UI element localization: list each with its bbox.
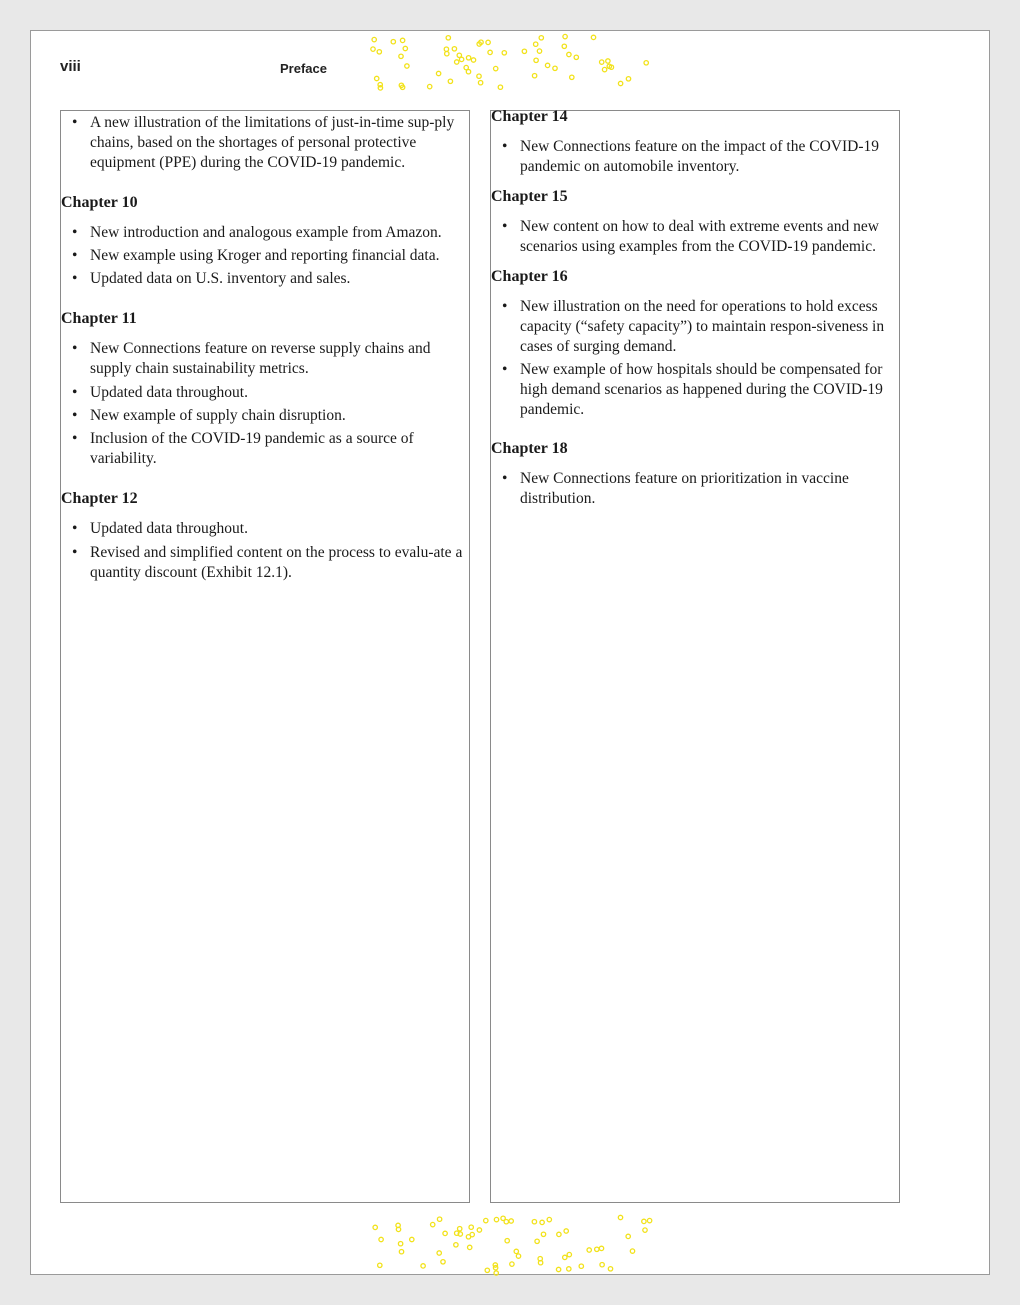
decorative-dot [563, 34, 567, 38]
decorative-dot [464, 65, 468, 69]
decorative-dot [477, 1228, 481, 1232]
decorative-dot [398, 1242, 402, 1246]
decorative-dot [644, 61, 648, 65]
decorative-dot [532, 1220, 536, 1224]
chapter-16-list [491, 297, 899, 420]
chapter-heading: Chapter 18 [491, 440, 568, 457]
right-column [490, 110, 900, 1203]
decorative-dot [545, 63, 549, 67]
decorative-dot [391, 40, 395, 44]
decorative-dot [437, 1217, 441, 1221]
decorative-dot [534, 42, 538, 46]
decorative-dot [509, 1219, 513, 1223]
decorative-dot [591, 35, 595, 39]
decorative-dot [567, 1267, 571, 1271]
decorative-dot [485, 1268, 489, 1272]
decorative-dot [486, 40, 490, 44]
decorative-dot [400, 38, 404, 42]
decorative-dot [567, 52, 571, 56]
chapter-heading: Chapter 15 [491, 188, 568, 205]
chapter-heading: Chapter 11 [61, 310, 137, 327]
decorative-dot [514, 1249, 518, 1253]
decorative-dot [399, 1250, 403, 1254]
list-item: • New introduction and analogous example from Amazon. [61, 223, 469, 243]
chapter-14-list [491, 137, 899, 177]
decorative-dot [647, 1218, 651, 1222]
list-item: • New example of how hospitals should be compensated for high demand scenarios as happened during the COVID-19 pandemic. [491, 360, 899, 420]
decorative-dot [410, 1237, 414, 1241]
decorative-dot [556, 1267, 560, 1271]
decorative-dot [557, 1232, 561, 1236]
list-item: • Updated data on U.S. inventory and sales. [61, 269, 469, 289]
decorative-dot [372, 37, 376, 41]
decorative-dot [599, 1246, 603, 1250]
decorative-dot [373, 1225, 377, 1229]
decorative-dot [471, 58, 475, 62]
decorative-dot [458, 1227, 462, 1231]
decorative-dot-pattern-bottom [363, 1213, 658, 1277]
decorative-dot [399, 54, 403, 58]
decorative-dot [553, 66, 557, 70]
decorative-dot [477, 74, 481, 78]
decorative-dot [378, 1263, 382, 1267]
decorative-dot [466, 56, 470, 60]
decorative-dot [608, 1267, 612, 1271]
decorative-dot [539, 36, 543, 40]
decorative-dot [522, 49, 526, 53]
chapter-heading: Chapter 12 [61, 490, 138, 507]
decorative-dot [446, 36, 450, 40]
decorative-dot [405, 64, 409, 68]
decorative-dot [570, 75, 574, 79]
decorative-dot [643, 1228, 647, 1232]
intro-list [61, 113, 469, 173]
decorative-dot [494, 1271, 498, 1275]
decorative-dot [441, 1260, 445, 1264]
list-item: • New content on how to deal with extreme events and new scenarios using examples from the COVID-19 pandemic. [491, 217, 899, 257]
decorative-dot [547, 1217, 551, 1221]
decorative-dot [567, 1252, 571, 1256]
decorative-dot [448, 79, 452, 83]
decorative-dot [516, 1254, 520, 1258]
list-item: • Updated data throughout. [61, 519, 469, 539]
decorative-dot [403, 46, 407, 50]
decorative-dot [510, 1262, 514, 1266]
decorative-dot [600, 60, 604, 64]
decorative-dot [600, 1263, 604, 1267]
list-item: • New Connections feature on the impact of the COVID-19 pandemic on automobile inventory. [491, 137, 899, 177]
page-number: viii [60, 58, 81, 75]
decorative-dot [502, 51, 506, 55]
chapter-heading: Chapter 14 [491, 108, 568, 125]
decorative-dot [532, 74, 536, 78]
decorative-dot [371, 47, 375, 51]
decorative-dot [457, 53, 461, 57]
chapter-heading: Chapter 10 [61, 194, 138, 211]
decorative-dot [595, 1247, 599, 1251]
decorative-dot [630, 1249, 634, 1253]
decorative-dot [587, 1248, 591, 1252]
decorative-dot [626, 1234, 630, 1238]
list-item: • Revised and simplified content on the process to evalu-ate a quantity discount (Exhibit 12.1). [61, 543, 469, 583]
chapter-10-list [61, 223, 469, 289]
decorative-dot [642, 1219, 646, 1223]
decorative-dot [535, 1239, 539, 1243]
chapter-18-list [491, 469, 899, 509]
list-item: • Inclusion of the COVID-19 pandemic as a source of variability. [61, 429, 469, 469]
decorative-dot [606, 59, 610, 63]
decorative-dot [470, 1232, 474, 1236]
decorative-dot [468, 1245, 472, 1249]
decorative-dot [437, 1251, 441, 1255]
decorative-dot-pattern-top [363, 28, 658, 92]
decorative-dot [454, 1243, 458, 1247]
decorative-dot [498, 85, 502, 89]
decorative-dot [494, 1217, 498, 1221]
list-item: • New illustration on the need for operations to hold excess capacity (“safety capacity”) to maintain respon-siveness in cases of surging demand. [491, 297, 899, 357]
list-item: • New example of supply chain disruption. [61, 406, 469, 426]
decorative-dot [421, 1264, 425, 1268]
chapter-12-list [61, 519, 469, 583]
decorative-dot [501, 1216, 505, 1220]
decorative-dot [574, 55, 578, 59]
decorative-dot [564, 1229, 568, 1233]
list-item: • New Connections feature on prioritization in vaccine distribution. [491, 469, 899, 509]
decorative-dot [540, 1220, 544, 1224]
chapter-heading: Chapter 16 [491, 268, 568, 285]
decorative-dot [618, 1215, 622, 1219]
decorative-dot [431, 1222, 435, 1226]
decorative-dot [444, 47, 448, 51]
decorative-dot [626, 77, 630, 81]
decorative-dot [602, 67, 606, 71]
decorative-dot [484, 1218, 488, 1222]
list-item: • New example using Kroger and reporting financial data. [61, 246, 469, 266]
decorative-dot [618, 81, 622, 85]
chapter-11-list [61, 339, 469, 469]
decorative-dot [505, 1239, 509, 1243]
chapter-15-list [491, 217, 899, 257]
decorative-dot [455, 60, 459, 64]
decorative-dot [375, 76, 379, 80]
decorative-dot [443, 1231, 447, 1235]
decorative-dot [579, 1264, 583, 1268]
list-item: • New Connections feature on reverse supply chains and supply chain sustainability metrics. [61, 339, 469, 379]
decorative-dot [494, 66, 498, 70]
decorative-dot [377, 50, 381, 54]
decorative-dot [436, 71, 440, 75]
decorative-dot [562, 44, 566, 48]
decorative-dot [445, 52, 449, 56]
list-item: • A new illustration of the limitations of just-in-time sup-ply chains, based on the shortages of personal protective equipment (PPE) during the COVID-19 pandemic. [61, 113, 469, 173]
decorative-dot [563, 1255, 567, 1259]
decorative-dot [534, 58, 538, 62]
list-item: • Updated data throughout. [61, 383, 469, 403]
decorative-dot [452, 47, 456, 51]
decorative-dot [541, 1232, 545, 1236]
decorative-dot [428, 84, 432, 88]
decorative-dot [379, 1237, 383, 1241]
left-column [60, 110, 470, 1203]
decorative-dot [488, 50, 492, 54]
running-head: Preface [280, 61, 327, 76]
decorative-dot [469, 1225, 473, 1229]
decorative-dot [478, 81, 482, 85]
decorative-dot [537, 49, 541, 53]
